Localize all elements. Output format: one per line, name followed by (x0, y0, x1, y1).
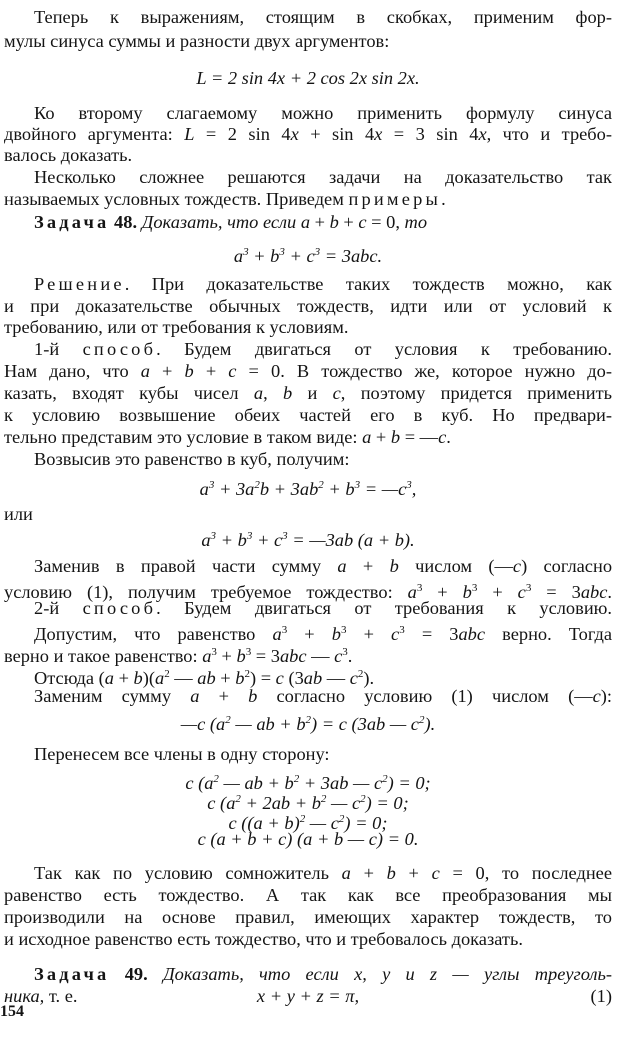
text-line: валось доказать. (4, 145, 133, 165)
text-line: казать, входят кубы чисел a, b и c, поэтому придется применить (4, 383, 612, 403)
text-line: Заменим сумму a + b согласно условию (1) числом (—c): (34, 686, 612, 706)
text-line: мулы синуса суммы и разности двух аргументов: (4, 31, 390, 51)
text-line: к условию возвышение обеих частей его в куб. Но предвари- (4, 405, 612, 425)
page-number: 154 (0, 1003, 24, 1020)
equation-number: (1) (590, 986, 612, 1006)
text-line: 2-й способ. Будем двигаться от требования к условию. (34, 598, 612, 618)
formula: c ($a^2$ — ab + $b^2 + 3ab$ — $c^2) = 0$; (185, 773, 431, 794)
formula: c ($(a + b)^2$ — $c^2) = 0$; (228, 813, 388, 834)
formula: $a^3 + b^3 + c^3$ = —3ab (a + b). (201, 530, 415, 551)
text-line: требованию, или от требования к условиям. (4, 317, 349, 337)
text-line: Нам дано, что a + b + c = 0. В тождество же, которое нужно до- (4, 361, 612, 381)
text-line: ника, т. е. (4, 986, 78, 1006)
text-line: условию (1), получим требуемое тождество: $a^3 + b^3 + c^3 = 3abc$. (4, 582, 613, 603)
text-line: двойного аргумента: L = 2 sin 4x + sin 4x = 3 sin 4x, что и требо- (4, 124, 612, 144)
text-line: Решение. При доказательстве таких тождеств можно, как (34, 274, 612, 294)
text-line: равенство есть тождество. А так как все преобразования мы (4, 885, 612, 905)
text-line: тельно представим это условие в таком виде: a + b = —c. (4, 427, 451, 447)
text-line: называемых условных тождеств. Приведем примеры. (4, 189, 446, 209)
formula: —c ($a^2$ — ab + $b^2) = c$ (3ab — $c^2$). (180, 714, 436, 735)
text-line: производили на основе правил, имеющих характер тождеств, то (4, 907, 612, 927)
problem-heading: Задача 49. Доказать, что если x, y и z — углы треуголь- (34, 964, 612, 984)
text-line: Несколько сложнее решаются задачи на доказательство так (34, 167, 612, 187)
text-line: и при доказательстве обычных тождеств, идти или от условий к (4, 296, 612, 316)
text-line: и исходное равенство есть тождество, что и требовалось доказать. (4, 929, 523, 949)
formula: L = 2 sin 4x + 2 cos 2x sin 2x. (196, 68, 420, 88)
problem-heading: Задача 48. Доказать, что если a + b + c = 0, то (34, 212, 428, 232)
text-line: или (4, 504, 33, 524)
formula: $a^3 + b^3 + c^3 = 3abc$. (233, 246, 383, 267)
text-line: Перенесем все члены в одну сторону: (34, 744, 330, 764)
text-line: верно и такое равенство: $a^3 + b^3 = 3abc$ — $c^3$. (4, 646, 353, 667)
formula: x + y + z = π, (256, 986, 360, 1006)
text-line: Отсюда $(a + b)(a^2$ — ab + $b^2) = c$ (3ab — $c^2$). (34, 668, 375, 689)
text-line: Возвысив это равенство в куб, получим: (34, 449, 350, 469)
text-line: Допустим, что равенство $a^3 + b^3 + c^3 = 3abc$ верно. Тогда (34, 624, 612, 645)
text-line: Теперь к выражениям, стоящим в скобках, применим фор- (34, 7, 612, 27)
formula: c ($a^2 + 2ab + b^2$ — $c^2) = 0$; (207, 793, 409, 814)
text-line: Ко второму слагаемому можно применить формулу синуса (34, 103, 612, 123)
text-line: Заменив в правой части сумму a + b числом (—c) согласно (34, 556, 613, 576)
text-line: Так как по условию сомножитель a + b + c = 0, то последнее (34, 863, 612, 883)
text-line: 1-й способ. Будем двигаться от условия к требованию. (34, 339, 612, 359)
formula: $a^3 + 3a^2b + 3ab^2 + b^3$ = $—c^3$, (199, 479, 417, 500)
formula: c (a + b + c) (a + b — c) = 0. (197, 829, 419, 849)
